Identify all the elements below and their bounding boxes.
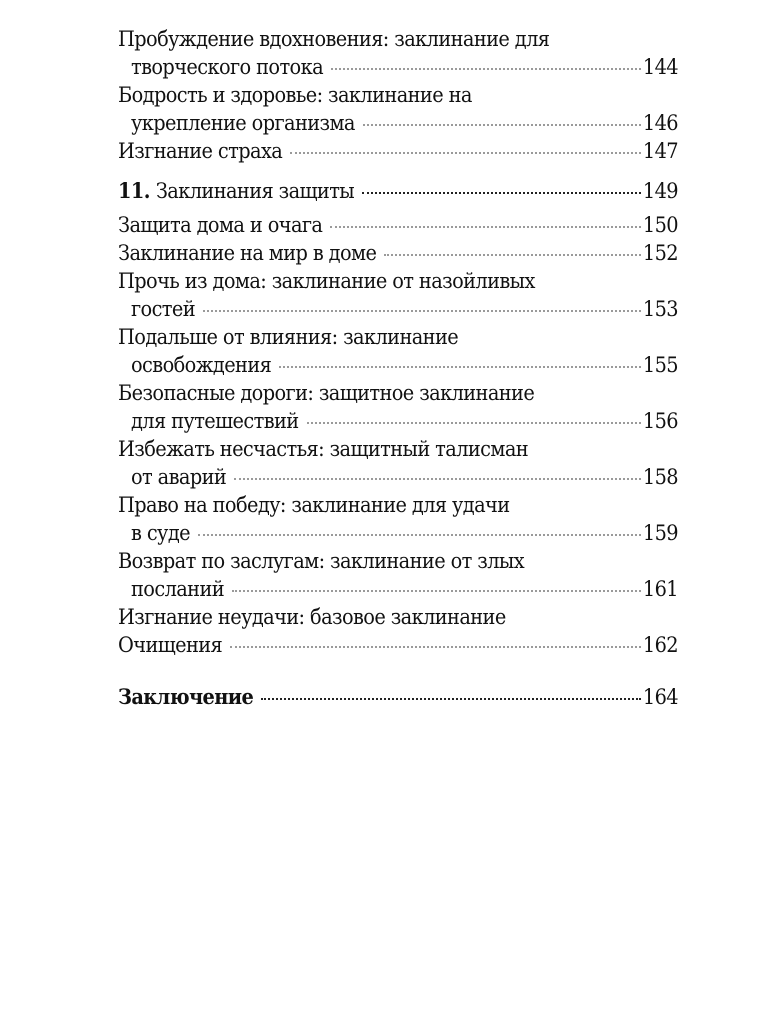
dot-leader [330,225,641,228]
toc-entry-title: Защита дома и очага [118,213,323,238]
toc-entry-title-line1: Бодрость и здоровье: заклинание на [118,83,472,108]
toc-entry[interactable] [118,212,678,240]
toc-entry-title-line2: в суде [131,521,190,546]
toc-entry-title-line2: для путешествий [131,409,299,434]
page-number: 155 [642,353,678,378]
dot-leader [290,151,641,154]
toc-entry[interactable] [118,492,678,548]
page-number: 161 [642,577,678,602]
toc-entry-title-line1: Изгнание неудачи: базовое заклинание [118,605,506,630]
toc-entry-title: Заклинание на мир в доме [118,241,377,266]
page-number: 149 [642,179,678,204]
toc-entry-title-line2: укрепление организма [131,111,355,136]
page-number: 146 [642,111,678,136]
dot-leader [232,589,641,592]
page-number: 144 [642,55,678,80]
toc-entry-title-line1: Прочь из дома: заклинание от назойливых [118,269,535,294]
dot-leader [363,123,641,126]
dot-leader [234,477,641,480]
dot-leader [279,365,641,368]
toc-entry-title: Изгнание страха [118,139,283,164]
table-of-contents [118,26,678,712]
page-number: 150 [642,213,678,238]
dot-leader [230,645,641,648]
toc-conclusion[interactable] [118,684,678,712]
dot-leader [261,697,641,700]
page-number: 152 [642,241,678,266]
chapter-title: Заклинания защиты [155,179,355,204]
toc-entry[interactable] [118,548,678,604]
toc-entry[interactable] [118,138,678,166]
toc-entry[interactable] [118,436,678,492]
dot-leader [198,533,641,536]
toc-entry-title-line2: от аварий [131,465,227,490]
page-number: 162 [642,633,678,658]
dot-leader [331,67,641,70]
toc-entry-title-line2: посланий [131,577,225,602]
toc-entry[interactable] [118,268,678,324]
conclusion-title: Заключение [118,685,254,710]
toc-entry-title-line2: гостей [131,297,196,322]
toc-entry-title-line2: творческого потока [131,55,324,80]
page-number: 158 [642,465,678,490]
dot-leader [203,309,641,312]
page-number: 164 [642,685,678,710]
toc-entry[interactable] [118,240,678,268]
page-number: 147 [642,139,678,164]
toc-entry-title-line1: Пробуждение вдохновения: заклинание для [118,27,550,52]
toc-entry[interactable] [118,26,678,82]
toc-entry-title-line1: Подальше от влияния: заклинание [118,325,459,350]
toc-chapter-heading[interactable] [118,178,678,206]
toc-entry-title-line1: Избежать несчастья: защитный талисман [118,437,529,462]
page-number: 156 [642,409,678,434]
toc-entry[interactable] [118,604,678,660]
toc-entry[interactable] [118,324,678,380]
chapter-number: 11. [118,179,150,204]
dot-leader [384,253,641,256]
toc-entry-title-line1: Право на победу: заклинание для удачи [118,493,510,518]
dot-leader [362,191,641,194]
toc-entry-title-line2: освобождения [131,353,272,378]
toc-entry-title-line1: Безопасные дороги: защитное заклинание [118,381,535,406]
toc-entry[interactable] [118,82,678,138]
toc-entry[interactable] [118,380,678,436]
page-number: 159 [642,521,678,546]
page-number: 153 [642,297,678,322]
dot-leader [307,421,641,424]
toc-entry-title-line2: Очищения [118,633,223,658]
toc-entry-title-line1: Возврат по заслугам: заклинание от злых [118,549,525,574]
